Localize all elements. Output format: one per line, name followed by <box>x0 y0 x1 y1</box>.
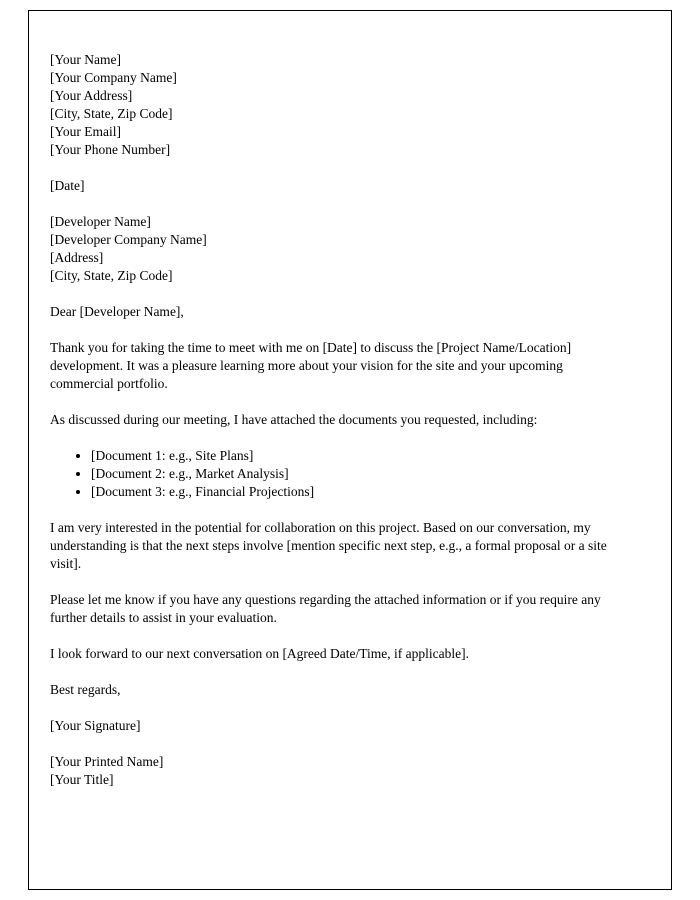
paragraph-next-conversation: I look forward to our next conversation on [Agreed Date/Time, if applicable]. <box>50 646 470 661</box>
recipient-address: [Address] <box>50 250 104 265</box>
recipient-city-state-zip: [City, State, Zip Code] <box>50 268 173 283</box>
attachment-item-market-analysis: • [Document 2: e.g., Market Analysis] <box>91 465 629 483</box>
sender-address-block <box>50 51 629 159</box>
recipient-name: [Developer Name] <box>50 214 151 229</box>
sender-phone: [Your Phone Number] <box>50 142 171 157</box>
sender-city-state-zip: [City, State, Zip Code] <box>50 106 173 121</box>
paragraph-meeting-thanks: Thank you for taking the time to meet with me on [Date] to discuss the [Project Name/Location] development. It was a pleasure learning more about your vision for the site and your upcoming commercial portfolio. <box>50 340 572 391</box>
letter-page <box>28 10 672 890</box>
sender-company: [Your Company Name] <box>50 70 177 85</box>
sender-email: [Your Email] <box>50 124 122 139</box>
attachment-item-site-plans: • [Document 1: e.g., Site Plans] <box>91 447 629 465</box>
title-line: [Your Title] <box>50 772 114 787</box>
salutation: Dear [Developer Name], <box>50 304 184 319</box>
attachment-item-financial-projections: • [Document 3: e.g., Financial Projections] <box>91 483 629 501</box>
paragraph-collaboration-next-steps: I am very interested in the potential for collaboration on this project. Based on our conversation, my understanding is that the next steps involve [mention specific next step, e.g., a formal proposal or a site visit]. <box>50 520 607 571</box>
date-line: [Date] <box>50 178 85 193</box>
paragraph-attachments-intro: As discussed during our meeting, I have attached the documents you requested, including: <box>50 412 538 427</box>
signature-block <box>50 753 629 789</box>
recipient-company: [Developer Company Name] <box>50 232 207 247</box>
recipient-address-block <box>50 213 629 285</box>
signature-placeholder: [Your Signature] <box>50 718 141 733</box>
paragraph-questions: Please let me know if you have any questions regarding the attached information or if you require any further details to assist in your evaluation. <box>50 592 601 625</box>
attachment-list <box>50 447 629 501</box>
printed-name-line: [Your Printed Name] <box>50 754 164 769</box>
sender-address: [Your Address] <box>50 88 133 103</box>
sender-name: [Your Name] <box>50 52 121 67</box>
closing: Best regards, <box>50 682 121 697</box>
